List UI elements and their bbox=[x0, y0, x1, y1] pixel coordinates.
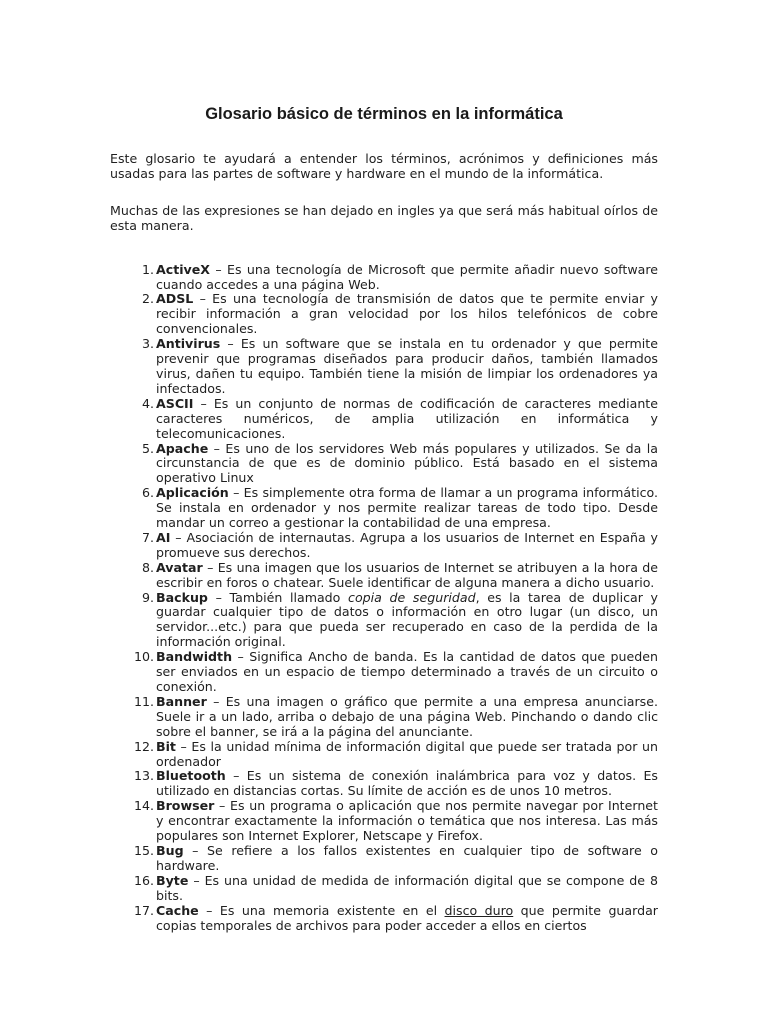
glossary-definition: – Es la unidad mínima de información digital que puede ser tratada por un ordenador bbox=[156, 738, 658, 769]
glossary-item-number: 10. bbox=[133, 649, 154, 665]
glossary-term: Browser bbox=[156, 798, 215, 814]
glossary-definition: – Es simplemente otra forma de llamar a un programa informático. Se instala en ordenador y nos permite realizar tareas de todo tipo. Desde mandar un correo a gestionar la contabilidad de una empresa. bbox=[156, 485, 658, 531]
glossary-item-number: 9. bbox=[141, 589, 154, 605]
glossary-definition: – Es uno de los servidores Web más populares y utilizados. Se da la circunstancia de que es de dominio público. Está basado en el sistema operativo Linux bbox=[156, 440, 658, 486]
glossary-item-number: 11. bbox=[133, 693, 154, 709]
glossary-item-number: 16. bbox=[133, 872, 154, 888]
glossary-item-number: 15. bbox=[133, 842, 154, 858]
glossary-term: AI bbox=[156, 529, 171, 545]
glossary-term: Avatar bbox=[156, 559, 203, 575]
glossary-term: Banner bbox=[156, 693, 207, 709]
glossary-term: Antivirus bbox=[156, 336, 221, 352]
intro-paragraph-2: Muchas de las expresiones se han dejado en ingles ya que será más habitual oírlos de esta manera. bbox=[110, 202, 658, 233]
glossary-item-number: 4. bbox=[141, 395, 154, 411]
glossary-item bbox=[110, 695, 658, 740]
glossary-definition: – Asociación de internautas. Agrupa a los usuarios de Internet en España y promueve sus derechos. bbox=[156, 529, 658, 560]
glossary-term: ASCII bbox=[156, 395, 194, 411]
glossary-item-number: 3. bbox=[141, 336, 154, 352]
glossary-term: Bluetooth bbox=[156, 768, 226, 784]
glossary-item-number: 6. bbox=[141, 485, 154, 501]
glossary-item bbox=[110, 531, 658, 561]
glossary-item-number: 17. bbox=[133, 902, 154, 918]
glossary-term: Bandwidth bbox=[156, 649, 233, 665]
glossary-definition: – Es una unidad de medida de información digital que se compone de 8 bits. bbox=[156, 872, 658, 903]
glossary-item bbox=[110, 337, 658, 397]
glossary-definition: , es la tarea de duplicar y guardar cualquier tipo de datos o información en otro lugar (un disco, un servidor...etc.) para que pueda ser recuperado en caso de la perdida de la información original. bbox=[156, 589, 658, 650]
glossary-item bbox=[110, 874, 658, 904]
glossary-link[interactable]: disco duro bbox=[444, 902, 514, 918]
glossary-item bbox=[110, 740, 658, 770]
glossary-item-number: 12. bbox=[133, 738, 154, 754]
glossary-term: ADSL bbox=[156, 291, 194, 307]
glossary-term: Aplicación bbox=[156, 485, 229, 501]
glossary-term: Bug bbox=[156, 842, 184, 858]
glossary-term: Apache bbox=[156, 440, 209, 456]
glossary-item-number: 13. bbox=[133, 768, 154, 784]
glossary-definition: – Se refiere a los fallos existentes en cualquier tipo de software o hardware. bbox=[156, 842, 658, 873]
glossary-item-number: 5. bbox=[141, 440, 154, 456]
glossary-definition: que permite guardar copias temporales de archivos para poder acceder a ellos en ciertos bbox=[156, 902, 658, 933]
glossary-item-number: 1. bbox=[141, 261, 154, 277]
glossary-item bbox=[110, 561, 658, 591]
glossary-definition: – Es una imagen o gráfico que permite a una empresa anunciarse. Suele ir a un lado, arriba o debajo de una página Web. Pinchando o dando clic sobre el banner, se irá a la página del anunciante. bbox=[156, 693, 658, 739]
glossary-item bbox=[110, 397, 658, 442]
glossary-definition: – Significa Ancho de banda. Es la cantidad de datos que pueden ser enviados en un espacio de tiempo determinado a través de un circuito o conexión. bbox=[156, 649, 658, 694]
glossary-definition: – Es una imagen que los usuarios de Internet se atribuyen a la hora de escribir en foros o chatear. Suele identificar de alguna manera a dicho usuario. bbox=[156, 559, 658, 590]
glossary-item-number: 14. bbox=[133, 798, 154, 814]
glossary-term: Backup bbox=[156, 589, 208, 605]
glossary-term: Byte bbox=[156, 872, 189, 888]
glossary-definition: – Es una tecnología de transmisión de datos que te permite enviar y recibir información a gran velocidad por los hilos telefónicos de cobre convencionales. bbox=[156, 291, 658, 337]
glossary-item bbox=[110, 904, 658, 934]
glossary-definition-start: – También llamado bbox=[207, 589, 349, 605]
glossary-definition-start: – Es una memoria existente en el bbox=[198, 902, 445, 918]
glossary-term: Cache bbox=[156, 902, 199, 918]
glossary-item bbox=[110, 769, 658, 799]
glossary-definition: – Es un sistema de conexión inalámbrica para voz y datos. Es utilizado en distancias cortas. Su límite de acción es de unos 10 metros. bbox=[156, 768, 658, 799]
glossary-emphasis: copia de seguridad bbox=[348, 589, 476, 605]
document-title: Glosario básico de términos en la informática bbox=[205, 105, 563, 123]
glossary-item bbox=[110, 844, 658, 874]
glossary-item bbox=[110, 799, 658, 844]
glossary-definition: – Es un software que se instala en tu ordenador y que permite prevenir que programas diseñados para producir daños, también llamados virus, dañen tu equipo. También tiene la misión de limpiar los ordenadores ya infectados. bbox=[156, 336, 658, 396]
glossary-item bbox=[110, 591, 658, 651]
glossary-term: Bit bbox=[156, 738, 176, 754]
glossary-list bbox=[110, 263, 658, 934]
glossary-item bbox=[110, 486, 658, 531]
glossary-definition: – Es un programa o aplicación que nos permite navegar por Internet y encontrar exactamente la información o temática que nos interesa. Las más populares son Internet Explorer, Netscape y Firefox. bbox=[156, 798, 658, 844]
glossary-item bbox=[110, 292, 658, 337]
intro-paragraph-1: Este glosario te ayudará a entender los términos, acrónimos y definiciones más usadas para las partes de software y hardware en el mundo de la informática. bbox=[110, 151, 658, 181]
glossary-definition: – Es una tecnología de Microsoft que permite añadir nuevo software cuando accedes a una página Web. bbox=[156, 261, 658, 292]
glossary-item-number: 7. bbox=[141, 529, 154, 545]
glossary-definition: – Es un conjunto de normas de codificación de caracteres mediante caracteres numéricos, de amplia utilización en informática y telecomunicaciones. bbox=[156, 395, 658, 441]
glossary-item bbox=[110, 650, 658, 695]
glossary-item bbox=[110, 263, 658, 293]
glossary-item-number: 8. bbox=[141, 559, 154, 575]
glossary-item-number: 2. bbox=[141, 291, 154, 307]
glossary-item bbox=[110, 442, 658, 487]
glossary-term: ActiveX bbox=[156, 261, 211, 277]
